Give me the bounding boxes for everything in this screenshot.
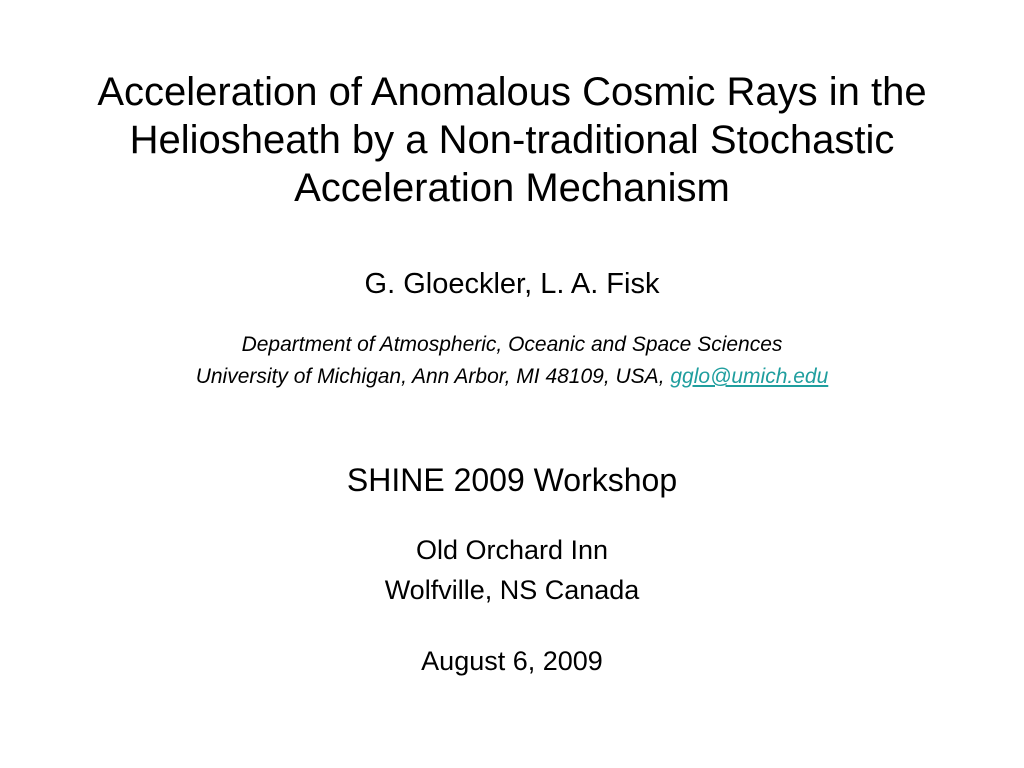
title-line-1: Acceleration of Anomalous Cosmic Rays in the: [97, 70, 927, 114]
slide-title: [0, 68, 1024, 212]
affiliation-address: University of Michigan, Ann Arbor, MI 48109, USA,: [195, 365, 671, 388]
affiliation: [0, 329, 1024, 393]
title-line-3: Acceleration Mechanism: [294, 166, 730, 210]
presentation-date: August 6, 2009: [421, 646, 603, 676]
affiliation-department: Department of Atmospheric, Oceanic and Space Sciences: [241, 333, 783, 356]
venue: [0, 530, 1024, 610]
email-link[interactable]: gglo@umich.edu: [670, 365, 829, 388]
title-line-2: Heliosheath by a Non-traditional Stochastic: [129, 118, 895, 162]
workshop-name: SHINE 2009 Workshop: [346, 462, 678, 498]
venue-location: Wolfville, NS Canada: [384, 575, 640, 605]
affiliation-university: [0, 361, 1024, 393]
authors: G. Gloeckler, L. A. Fisk: [364, 268, 660, 300]
venue-name: Old Orchard Inn: [415, 535, 609, 565]
